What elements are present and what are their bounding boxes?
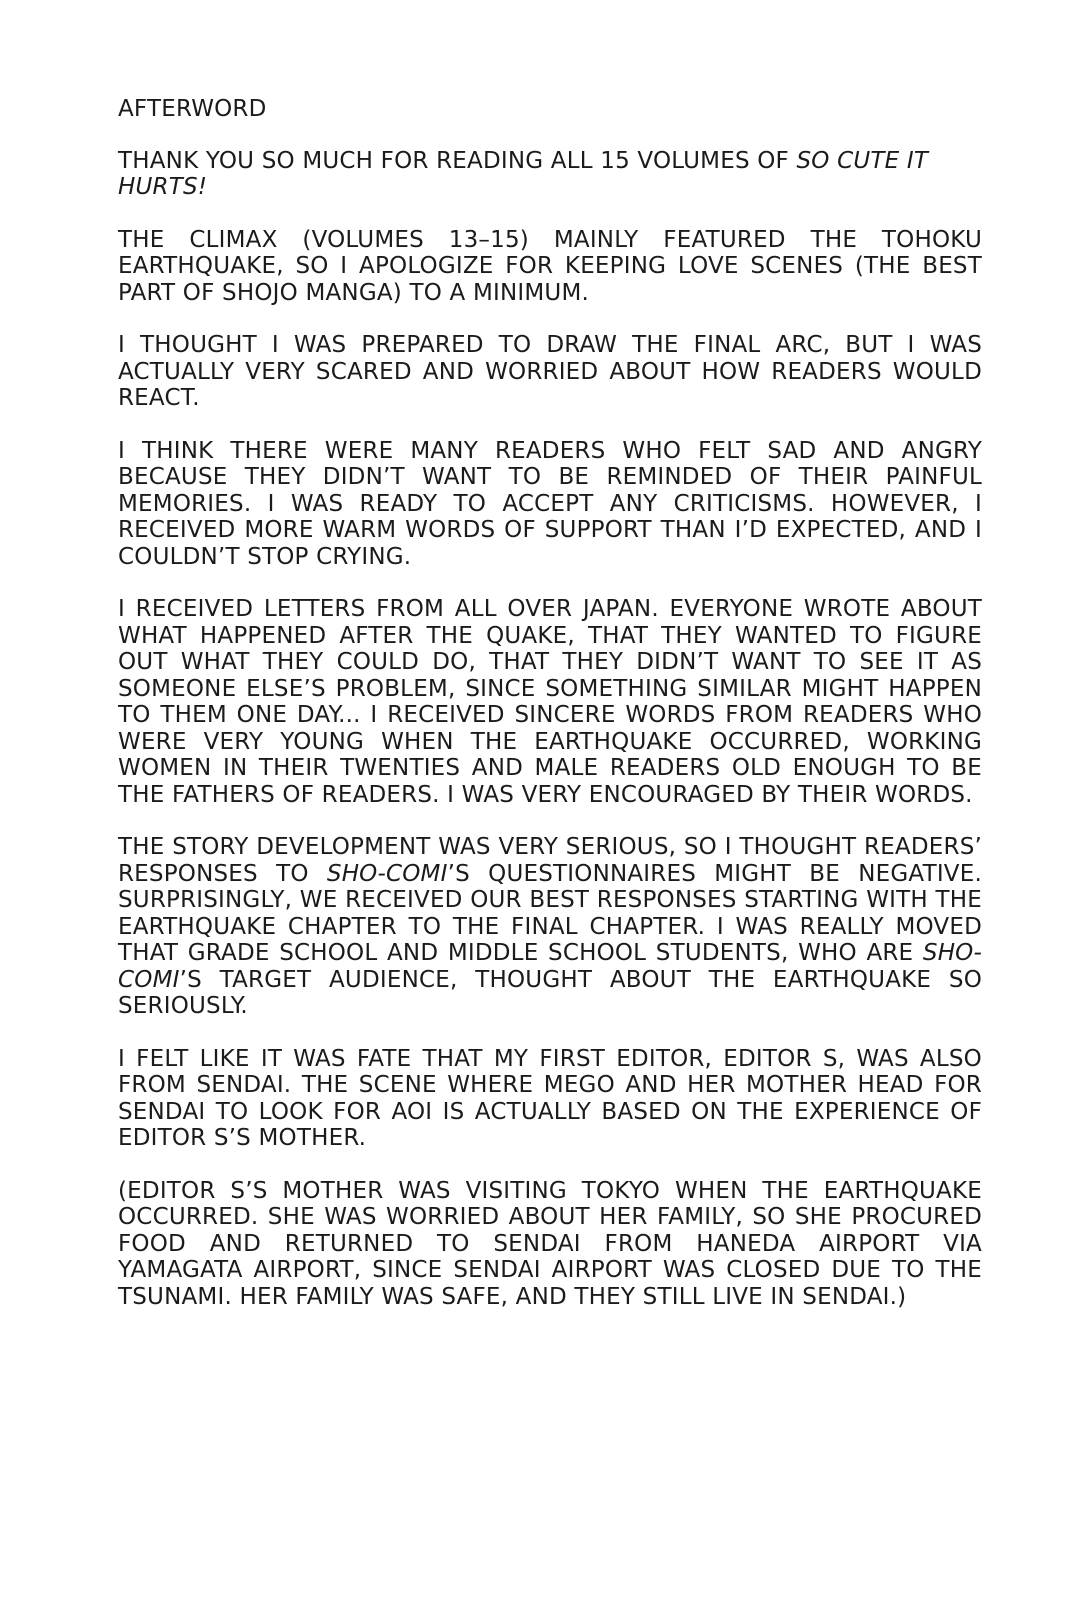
paragraph-editor: I FELT LIKE IT WAS FATE THAT MY FIRST EDITOR, EDITOR S, WAS ALSO FROM SENDAI. THE SCENE WHERE MEGO AND HER MOTHER HEAD FOR SENDAI TO LOOK FOR AOI IS ACTUALLY BASED ON THE EXPERIENCE OF EDITOR S’S MOTHER. xyxy=(118,1045,982,1151)
questionnaire-text-b: ’S QUESTIONNAIRES MIGHT BE NEGATIVE. SURPRISINGLY, WE RECEIVED OUR BEST RESPONSES STARTING WITH THE EARTHQUAKE CHAPTER TO THE FINAL CHAPTER. I WAS REALLY MOVED THAT GRADE SCHOOL AND MIDDLE SCHOOL STUDENTS, WHO ARE xyxy=(118,860,982,966)
page-title: AFTERWORD xyxy=(118,96,267,122)
paragraph-climax: THE CLIMAX (VOLUMES 13–15) MAINLY FEATURED THE TOHOKU EARTHQUAKE, SO I APOLOGIZE FOR KEEPING LOVE SCENES (THE BEST PART OF SHOJO MANGA) TO A MINIMUM. xyxy=(118,226,982,306)
paragraph-readers-feelings: I THINK THERE WERE MANY READERS WHO FELT SAD AND ANGRY BECAUSE THEY DIDN’T WANT TO BE REMINDED OF THEIR PAINFUL MEMORIES. I WAS READY TO ACCEPT ANY CRITICISMS. HOWEVER, I RECEIVED MORE WARM WORDS OF SUPPORT THAN I’D EXPECTED, AND I COULDN’T STOP CRYING. xyxy=(118,437,982,570)
magazine-name: SHO-COMI xyxy=(118,940,982,993)
paragraph-thanks xyxy=(118,148,982,201)
series-title: SO CUTE IT HURTS! xyxy=(118,147,929,200)
thanks-text: THANK YOU SO MUCH FOR READING ALL 15 VOLUMES OF xyxy=(118,147,797,174)
paragraph-final-arc: I THOUGHT I WAS PREPARED TO DRAW THE FINAL ARC, BUT I WAS ACTUALLY VERY SCARED AND WORRIED ABOUT HOW READERS WOULD REACT. xyxy=(118,332,982,411)
questionnaire-text-a: THE STORY DEVELOPMENT WAS VERY SERIOUS, SO I THOUGHT READERS’ RESPONSES TO xyxy=(118,834,982,887)
paragraph-editor-mother: (EDITOR S’S MOTHER WAS VISITING TOKYO WHEN THE EARTHQUAKE OCCURRED. SHE WAS WORRIED ABOUT HER FAMILY, SO SHE PROCURED FOOD AND RETURNED TO SENDAI FROM HANEDA AIRPORT VIA YAMAGATA AIRPORT, SINCE SENDAI AIRPORT WAS CLOSED DUE TO THE TSUNAMI. HER FAMILY WAS SAFE, AND THEY STILL LIVE IN SENDAI.) xyxy=(118,1177,982,1310)
paragraph-letters: I RECEIVED LETTERS FROM ALL OVER JAPAN. EVERYONE WROTE ABOUT WHAT HAPPENED AFTER THE QUAKE, THAT THEY WANTED TO FIGURE OUT WHAT THEY COULD DO, THAT THEY DIDN’T WANT TO SEE IT AS SOMEONE ELSE’S PROBLEM, SINCE SOMETHING SIMILAR MIGHT HAPPEN TO THEM ONE DAY... I RECEIVED SINCERE WORDS FROM READERS WHO WERE VERY YOUNG WHEN THE EARTHQUAKE OCCURRED, WORKING WOMEN IN THEIR TWENTIES AND MALE READERS OLD ENOUGH TO BE THE FATHERS OF READERS. I WAS VERY ENCOURAGED BY THEIR WORDS. xyxy=(118,596,982,808)
questionnaire-text-c: ’S TARGET AUDIENCE, THOUGHT ABOUT THE EARTHQUAKE SO SERIOUSLY. xyxy=(118,966,982,1019)
magazine-name: SHO-COMI xyxy=(326,860,448,887)
afterword-page xyxy=(118,96,982,1336)
paragraph-questionnaires xyxy=(118,834,982,1020)
